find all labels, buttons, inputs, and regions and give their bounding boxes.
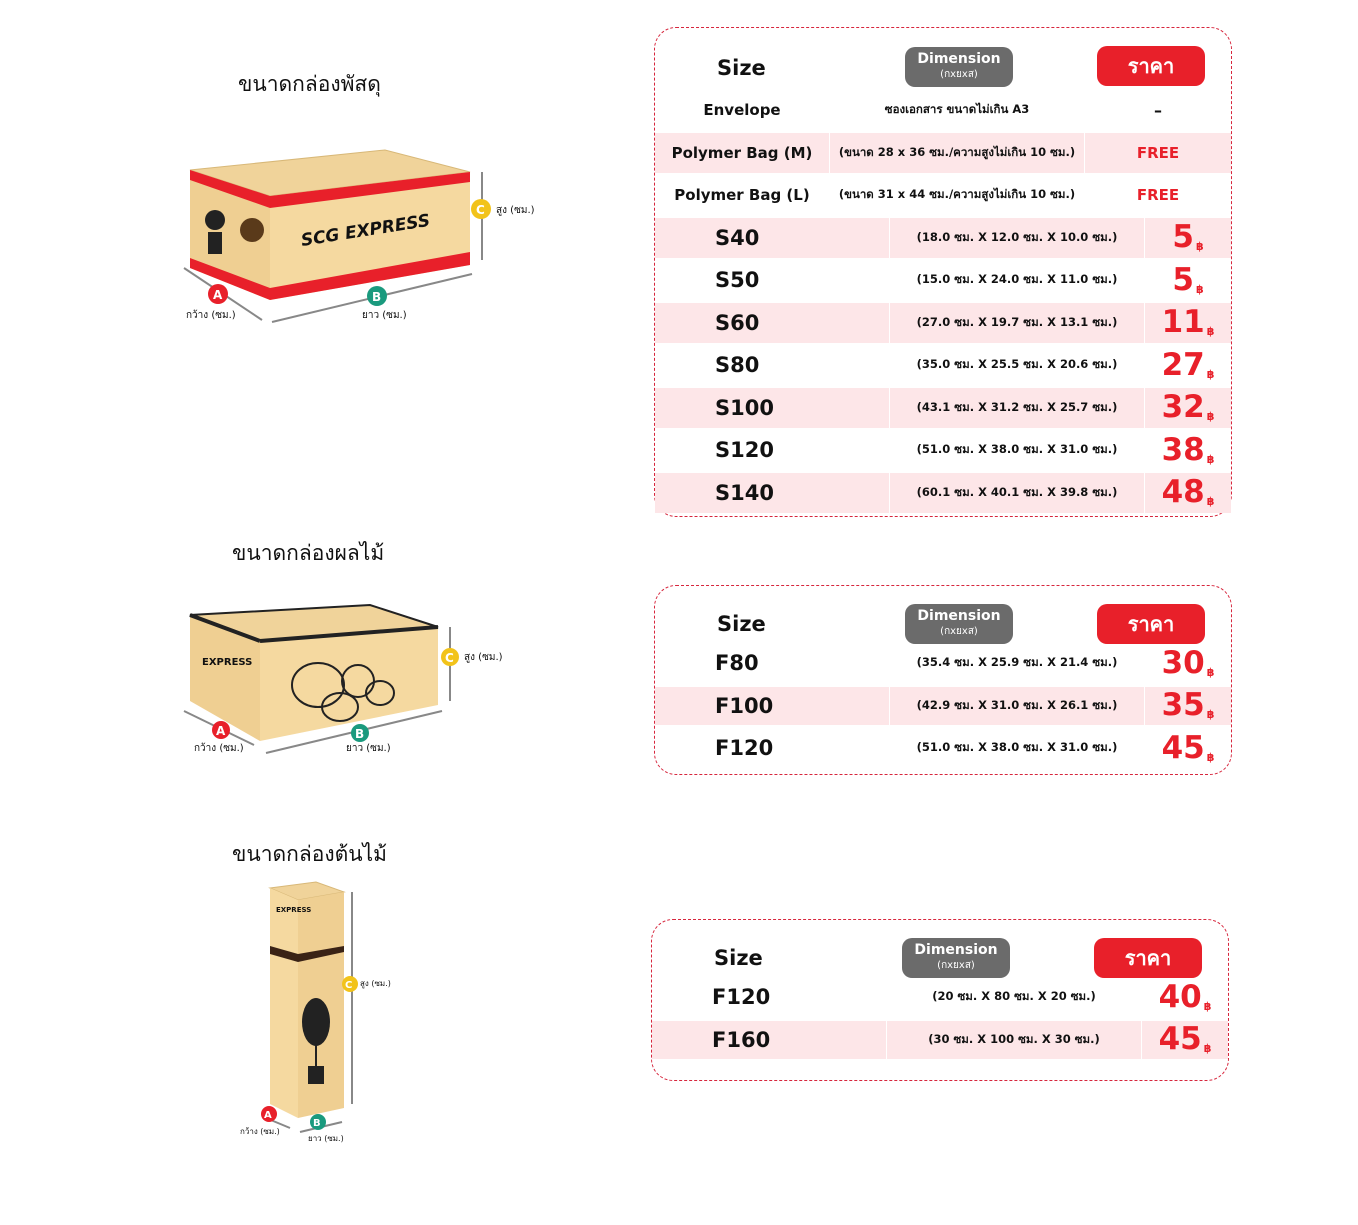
baht-symbol: ฿	[1206, 750, 1215, 764]
svg-text:A: A	[216, 724, 226, 738]
row-dimension: (60.1 ซม. X 40.1 ซม. X 39.8 ซม.)	[889, 473, 1144, 513]
price-value: FREE	[1136, 143, 1180, 162]
fruit-box-brand: EXPRESS	[202, 657, 253, 668]
row-size: S140	[715, 480, 774, 505]
svg-text:A: A	[264, 1110, 272, 1121]
header-dimension-pill: Dimension (กxยxส)	[905, 604, 1013, 644]
svg-text:C: C	[345, 980, 353, 991]
price-value: 45	[1158, 1021, 1202, 1057]
length-label: ยาว (ซม.)	[308, 1134, 344, 1143]
header-size: Size	[717, 612, 766, 636]
header-dimension-pill: Dimension (กxยxส)	[905, 47, 1013, 87]
row-dimension: (18.0 ซม. X 12.0 ซม. X 10.0 ซม.)	[889, 218, 1144, 258]
parcel-price-table	[654, 27, 1232, 517]
baht-symbol: ฿	[1206, 452, 1215, 466]
row-price	[1144, 430, 1231, 470]
row-price	[1141, 978, 1228, 1016]
row-dimension: (35.0 ซม. X 25.5 ซม. X 20.6 ซม.)	[889, 345, 1144, 385]
table-row	[655, 644, 1231, 682]
row-size: S60	[715, 310, 760, 335]
row-dimension: (51.0 ซม. X 38.0 ซม. X 31.0 ซม.)	[889, 430, 1144, 470]
row-price	[1144, 473, 1231, 513]
row-size: F120	[715, 736, 774, 760]
row-size: Polymer Bag (M)	[671, 143, 813, 162]
row-dimension: (27.0 ซม. X 19.7 ซม. X 13.1 ซม.)	[889, 303, 1144, 343]
price-value: –	[1154, 100, 1162, 120]
table-row	[655, 218, 1231, 258]
table-row	[655, 260, 1231, 300]
row-dimension: ซองเอกสาร ขนาดไม่เกิน A3	[829, 90, 1084, 130]
row-dimension: (35.4 ซม. X 25.9 ซม. X 21.4 ซม.)	[889, 644, 1144, 682]
row-price	[1144, 687, 1231, 725]
row-dimension: (ขนาด 28 x 36 ซม./ความสูงไม่เกิน 10 ซม.)	[829, 133, 1084, 173]
header-dimension-pill: Dimension (กxยxส)	[902, 938, 1010, 978]
row-price	[1144, 345, 1231, 385]
parcel-section-title: ขนาดกล่องพัสดุ	[238, 72, 381, 96]
price-value: 38	[1161, 431, 1205, 468]
row-price	[1144, 388, 1231, 428]
table-row	[655, 687, 1231, 725]
row-size: Polymer Bag (L)	[674, 186, 810, 204]
row-price	[1084, 133, 1231, 173]
row-size: S50	[715, 268, 760, 292]
table-row	[655, 473, 1231, 513]
row-dimension: (ขนาด 31 x 44 ซม./ความสูงไม่เกิน 10 ซม.)	[829, 175, 1084, 215]
svg-text:B: B	[372, 290, 382, 304]
price-value: 45	[1161, 729, 1205, 766]
table-row	[655, 303, 1231, 343]
height-label: สูง (ซม.)	[360, 979, 391, 988]
length-label: ยาว (ซม.)	[346, 743, 391, 754]
parcel-box-illustration	[170, 150, 550, 330]
row-size: Envelope	[703, 101, 781, 119]
row-dimension: (30 ซม. X 100 ซม. X 30 ซม.)	[886, 1021, 1141, 1059]
plant-box-brand: EXPRESS	[276, 906, 312, 914]
table-row	[655, 175, 1231, 215]
table-row	[655, 430, 1231, 470]
row-dimension: (15.0 ซม. X 24.0 ซม. X 11.0 ซม.)	[889, 260, 1144, 300]
table-row	[655, 345, 1231, 385]
svg-text:A: A	[213, 288, 223, 302]
row-price	[1084, 175, 1231, 215]
row-price	[1144, 260, 1231, 300]
fruit-price-table	[654, 585, 1232, 775]
table-header	[655, 42, 1231, 94]
row-price	[1144, 729, 1231, 767]
width-label: กว้าง (ซม.)	[194, 743, 244, 754]
price-value: 11	[1161, 304, 1205, 340]
plant-box-illustration	[236, 882, 406, 1147]
row-size: S100	[715, 395, 774, 420]
parcel-box-brand: SCG EXPRESS	[299, 210, 432, 251]
row-dimension: (43.1 ซม. X 31.2 ซม. X 25.7 ซม.)	[889, 388, 1144, 428]
price-value: 5	[1172, 261, 1194, 298]
header-size: Size	[717, 56, 766, 80]
price-value: 40	[1158, 978, 1202, 1015]
baht-symbol: ฿	[1206, 495, 1215, 508]
row-price	[1144, 218, 1231, 258]
row-size: F160	[712, 1027, 771, 1052]
baht-symbol: ฿	[1206, 325, 1215, 338]
width-label: กว้าง (ซม.)	[240, 1127, 280, 1136]
header-price-pill: ราคา	[1097, 46, 1205, 86]
row-size: S120	[715, 438, 774, 462]
header-price-pill: ราคา	[1097, 604, 1205, 644]
header-size: Size	[714, 946, 763, 970]
price-value: 35	[1161, 687, 1205, 723]
baht-symbol: ฿	[1195, 240, 1204, 253]
price-value: 27	[1161, 346, 1205, 383]
price-value: 48	[1161, 474, 1205, 510]
fruit-box-illustration	[180, 605, 510, 755]
baht-symbol: ฿	[1206, 708, 1215, 721]
row-dimension: (51.0 ซม. X 38.0 ซม. X 31.0 ซม.)	[889, 729, 1144, 767]
table-row	[655, 90, 1231, 130]
length-label: ยาว (ซม.)	[362, 310, 407, 321]
baht-symbol: ฿	[1206, 410, 1215, 423]
price-value: 30	[1161, 644, 1205, 681]
baht-symbol: ฿	[1203, 1042, 1212, 1055]
row-dimension: (42.9 ซม. X 31.0 ซม. X 26.1 ซม.)	[889, 687, 1144, 725]
row-size: S80	[715, 353, 760, 377]
height-label: สูง (ซม.)	[464, 652, 503, 663]
plant-price-table	[651, 919, 1229, 1081]
svg-text:C: C	[445, 651, 454, 665]
row-price	[1141, 1021, 1228, 1059]
svg-text:C: C	[476, 203, 485, 217]
price-value: 32	[1161, 389, 1205, 425]
svg-text:B: B	[313, 1118, 321, 1129]
row-size: F120	[712, 985, 771, 1009]
baht-symbol: ฿	[1206, 665, 1215, 679]
row-size: F100	[715, 693, 774, 718]
price-value: 5	[1172, 219, 1194, 255]
table-row	[655, 388, 1231, 428]
price-value: FREE	[1136, 186, 1180, 204]
table-row	[652, 1021, 1228, 1059]
table-row	[655, 133, 1231, 173]
row-size: F80	[715, 651, 759, 675]
row-size: S40	[715, 225, 760, 250]
fruit-section-title: ขนาดกล่องผลไม้	[232, 541, 385, 565]
baht-symbol: ฿	[1206, 367, 1215, 381]
row-dimension: (20 ซม. X 80 ซม. X 20 ซม.)	[886, 978, 1141, 1016]
table-row	[652, 978, 1228, 1016]
baht-symbol: ฿	[1195, 282, 1204, 296]
baht-symbol: ฿	[1203, 999, 1212, 1013]
plant-section-title: ขนาดกล่องต้นไม้	[232, 842, 387, 866]
row-price	[1084, 90, 1231, 130]
height-label: สูง (ซม.)	[496, 205, 535, 216]
width-label: กว้าง (ซม.)	[186, 310, 236, 321]
header-price-pill: ราคา	[1094, 938, 1202, 978]
row-price	[1144, 644, 1231, 682]
row-price	[1144, 303, 1231, 343]
svg-text:B: B	[355, 727, 365, 741]
table-row	[655, 729, 1231, 767]
